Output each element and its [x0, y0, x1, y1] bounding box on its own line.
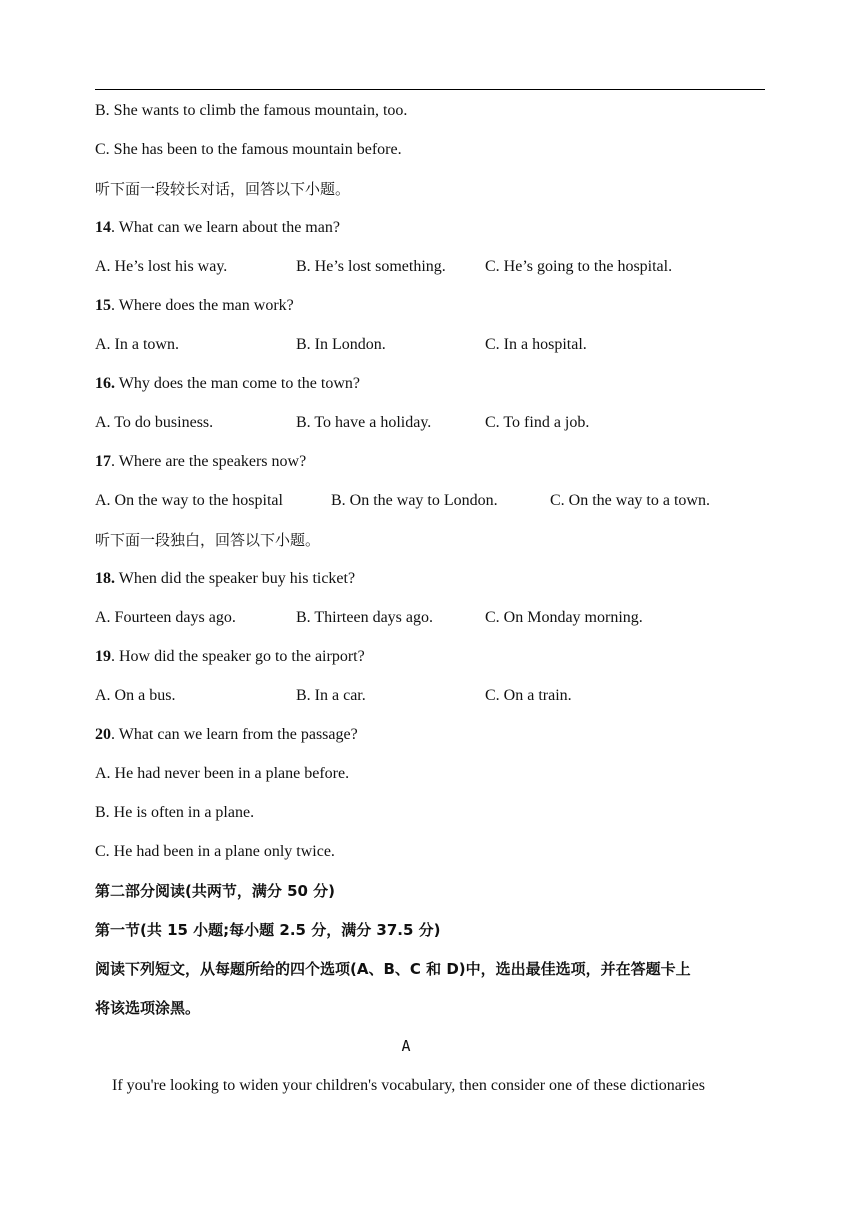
question-number: 17 — [95, 453, 111, 470]
question-text: Why does the man come to the town? — [115, 375, 360, 392]
listening-instruction: 听下面一段较长对话，回答以下小题。 — [95, 180, 351, 198]
option-b: B. In London. — [296, 336, 386, 353]
question-16 — [95, 374, 360, 394]
option-a: A. Fourteen days ago. — [95, 609, 236, 626]
question-number: 20 — [95, 726, 111, 743]
option-c: C. On Monday morning. — [485, 609, 643, 626]
part-title: 第二部分阅读(共两节，满分 50 分) — [95, 882, 336, 900]
option-c: C. He’s going to the hospital. — [485, 258, 673, 275]
option-c: C. He had been in a plane only twice. — [95, 843, 335, 860]
question-text: When did the speaker buy his ticket? — [115, 570, 356, 587]
option-line: C. She has been to the famous mountain before. — [95, 141, 402, 158]
question-number: 16. — [95, 375, 115, 392]
option-a: A. He had never been in a plane before. — [95, 765, 350, 782]
question-17: 17. Where are the speakers now? — [95, 453, 307, 470]
option-a: A. In a town. — [95, 336, 179, 353]
option-b: B. He is often in a plane. — [95, 804, 255, 821]
question-14: 14. What can we learn about the man? — [95, 219, 340, 236]
question-text: How did the speaker go to the airport? — [115, 648, 365, 665]
question-20: 20. What can we learn from the passage? — [95, 726, 358, 743]
question-19: 19. How did the speaker go to the airport? — [95, 648, 365, 665]
option-c: C. On a train. — [485, 687, 572, 704]
option-b: B. He’s lost something. — [296, 258, 446, 275]
options-row — [95, 413, 765, 433]
options-row — [95, 608, 765, 628]
passage-text: If you're looking to widen your children's vocabulary, then consider one of these dictionaries — [112, 1077, 705, 1094]
option-c: C. In a hospital. — [485, 336, 587, 353]
section-subtitle: 第一节(共 15 小题;每小题 2.5 分，满分 37.5 分) — [95, 921, 441, 939]
question-number: 15 — [95, 297, 111, 314]
option-c: C. On the way to a town. — [550, 492, 710, 509]
options-row — [95, 335, 765, 355]
options-row — [95, 491, 765, 511]
question-text: Where does the man work? — [115, 297, 294, 314]
question-15: 15. Where does the man work? — [95, 297, 294, 314]
header-rule — [95, 89, 765, 90]
passage-label: A — [401, 1037, 411, 1055]
option-b: B. On the way to London. — [331, 492, 498, 509]
option-a: A. He’s lost his way. — [95, 258, 228, 275]
reading-instruction: 阅读下列短文，从每题所给的四个选项(A、B、C 和 D)中，选出最佳选项，并在答题卡上 — [95, 960, 691, 978]
reading-instruction-cont: 将该选项涂黑。 — [95, 999, 201, 1017]
options-row — [95, 257, 765, 277]
option-b: B. In a car. — [296, 687, 366, 704]
option-b: B. Thirteen days ago. — [296, 609, 434, 626]
listening-instruction: 听下面一段独白，回答以下小题。 — [95, 531, 321, 549]
option-a: A. To do business. — [95, 414, 214, 431]
option-b: B. To have a holiday. — [296, 414, 432, 431]
question-18 — [95, 569, 355, 589]
option-c: C. To find a job. — [485, 414, 590, 431]
options-row — [95, 686, 765, 706]
question-number: 18. — [95, 570, 115, 587]
question-text: What can we learn from the passage? — [115, 726, 358, 743]
option-line: B. She wants to climb the famous mountain, too. — [95, 102, 408, 119]
question-text: What can we learn about the man? — [115, 219, 340, 236]
option-a: A. On a bus. — [95, 687, 176, 704]
option-a: A. On the way to the hospital — [95, 492, 283, 509]
question-text: Where are the speakers now? — [115, 453, 307, 470]
question-number: 19 — [95, 648, 111, 665]
question-number: 14 — [95, 219, 111, 236]
